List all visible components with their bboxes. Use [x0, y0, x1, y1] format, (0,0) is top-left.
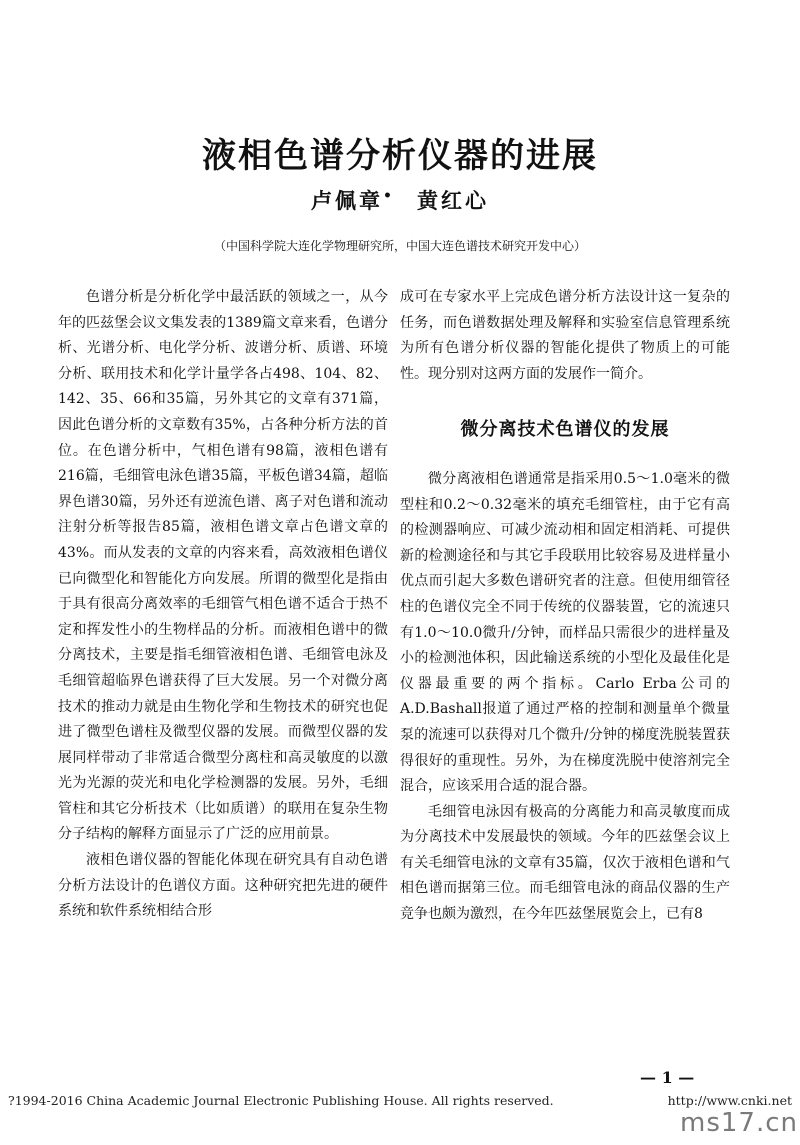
page-footer: [8, 1093, 792, 1108]
affiliation: （中国科学院大连化学物理研究所，中国大连色谱技术研究开发中心）: [213, 239, 586, 253]
article-title: 液相色谱分析仪器的进展: [202, 136, 598, 176]
watermark-text: ms17.cn: [680, 1108, 798, 1138]
author-name: 卢佩章: [311, 188, 384, 213]
section-heading: 微分离技术色谱仪的发展: [460, 419, 670, 441]
author-name: 黄红心: [416, 188, 489, 213]
body-paragraph: 毛细管电泳因有极高的分离能力和高灵敏度而成为分离技术中发展最快的领域。今年的匹兹堡会议上有关毛细管电泳的文章有35篇，仅次于液相色谱和气相色谱而据第三位。而毛细管电泳的商品仪器的生产竞争也颇为激烈，在今年匹兹堡展览会上，已有8: [400, 803, 730, 923]
body-paragraph: 色谱分析是分析化学中最活跃的领域之一，从今年的匹兹堡会议文集发表的1389篇文章来看，色谱分析、光谱分析、电化学分析、波谱分析、质谱、环境分析、联用技术和化学计量学各占498、104、82、142、35、66和35篇，另外其它的文章有371篇，因此色谱分析的文章数有35%，占各种分析方法的首位。在色谱分析中，气相色谱有98篇，液相色谱有216篇，毛细管电泳色谱35篇，平板色谱34篇，超临界色谱30篇，另外还有逆流色谱、离子对色谱和流动注射分析等报告85篇，液相色谱文章占色谱文章的43%。而从发表的文章的内容来看，高效液相色谱仪已向微型化和智能化方向发展。所谓的微型化是指由于具有很高分离效率的毛细管气相色谱不适合于热不定和挥发性小的生物样品的分析。而液相色谱中的微分离技术，主要是指毛细管液相色谱、毛细管电泳及毛细管超临界色谱获得了巨大发展。另一个对微分离技术的推动力就是由生物化学和生物技术的研究也促进了微型色谱柱及微型仪器的发展。而微型仪器的发展同样带动了非常适合微型分离柱和高灵敏度的以激光为光源的荧光和电化学检测器的发展。另外，毛细管柱和其它分析技术（比如质谱）的联用在复杂生物分子结构的解释方面显示了广泛的应用前景。: [58, 289, 388, 843]
publisher-url[interactable]: http://www.cnki.net: [667, 1093, 792, 1108]
page-number: — 1 —: [640, 1068, 695, 1087]
author-line: [0, 185, 800, 215]
body-paragraph: 液相色谱仪器的智能化体现在研究具有自动色谱分析方法设计的色谱仪方面。这种研究把先进的硬件系统和软件系统相结合形: [58, 852, 388, 920]
right-column: [400, 285, 730, 928]
copyright-notice: ?1994-2016 China Academic Journal Electronic Publishing House. All rights reserved.: [8, 1093, 554, 1108]
continued-paragraph: 成可在专家水平上完成色谱分析方法设计这一复杂的任务，而色谱数据处理及解释和实验室信息管理系统为所有色谱分析仪器的智能化提供了物质上的可能性。现分别对这两方面的发展作一简介。: [400, 289, 730, 382]
author-footnote-mark: •: [383, 188, 395, 204]
body-paragraph: 微分离液相色谱通常是指采用0.5～1.0毫米的微型柱和0.2～0.32毫米的填充毛细管柱，由于它有高的检测器响应、可减少流动相和固定相消耗、可提供新的检测途径和与其它手段联用比较容易及进样量小优点而引起大多数色谱研究者的注意。但使用细管径柱的色谱仪完全不同于传统的仪器装置，它的流速只有1.0～10.0微升/分钟，而样品只需很少的进样量及小的检测池体积，因此输送系统的小型化及最佳化是仪器最重要的两个指标。Carlo Erba公司的A.D.Bashall报道了通过严格的控制和测量单个微量泵的流速可以获得对几个微升/分钟的梯度洗脱装置获得很好的重现性。另外，为在梯度洗脱中使溶剂完全混合，应该采用合适的混合器。: [400, 470, 730, 795]
left-column: [58, 285, 388, 925]
